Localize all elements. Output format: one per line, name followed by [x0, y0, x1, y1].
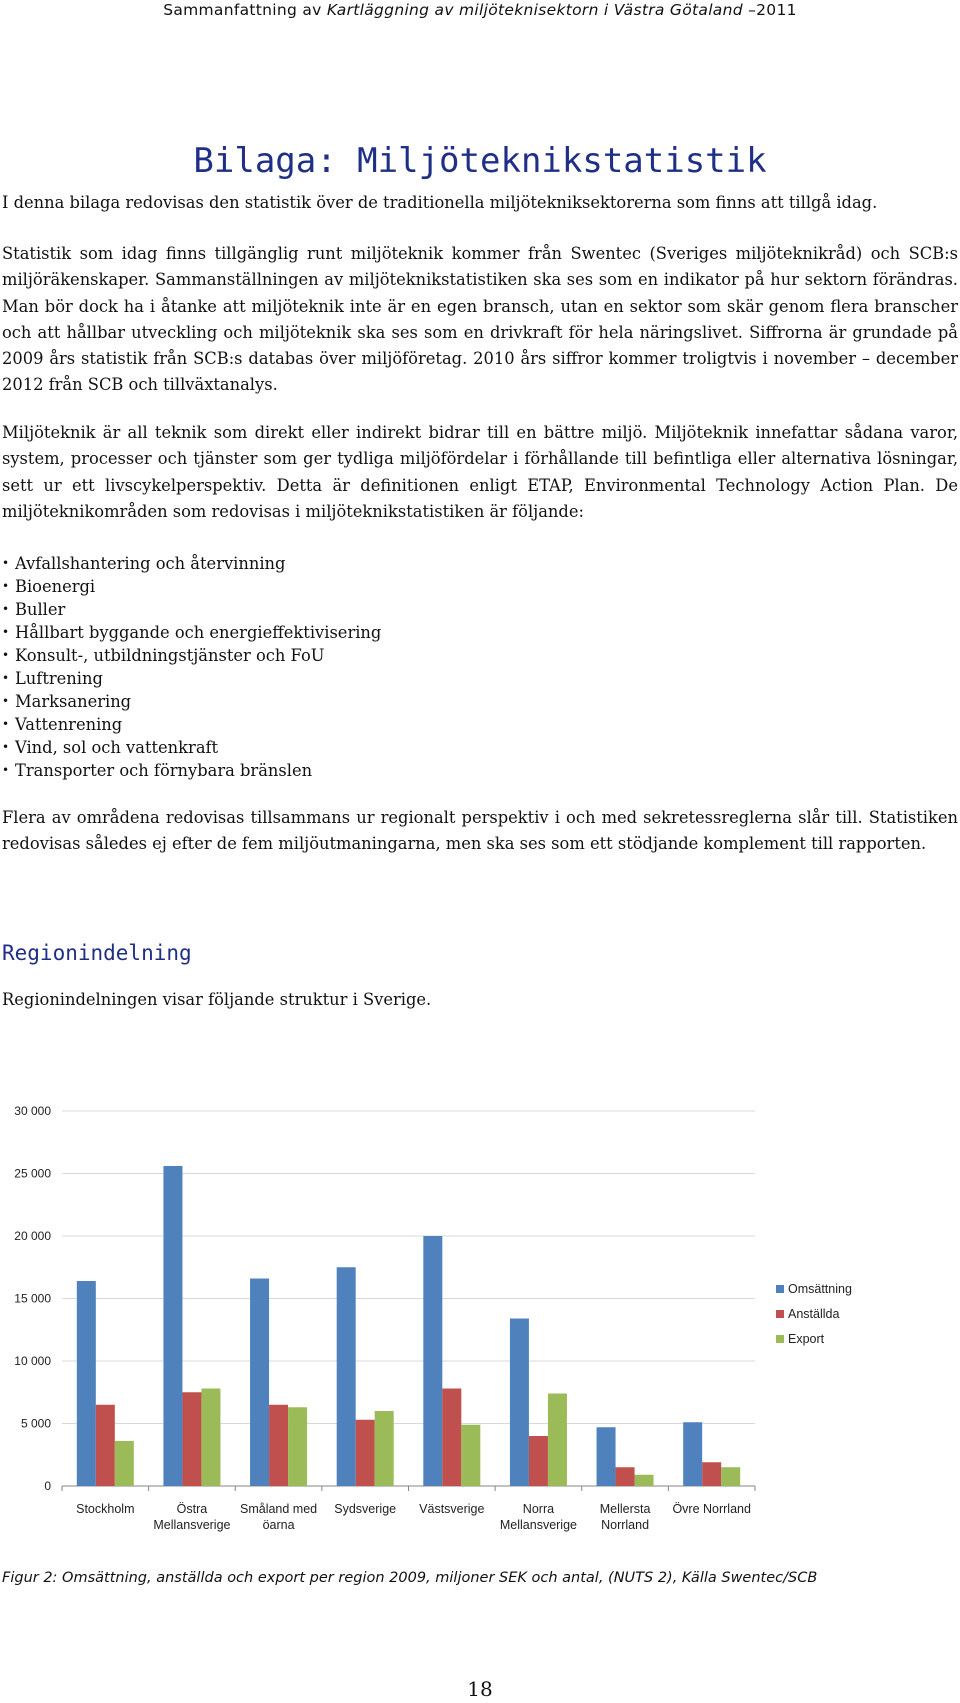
x-tick-label: öarna [262, 1518, 295, 1532]
y-tick-label: 25 000 [14, 1166, 51, 1181]
bar-export [461, 1425, 480, 1486]
page-number: 18 [467, 1677, 493, 1701]
list-item [2, 621, 602, 644]
list-item [2, 690, 602, 713]
list-item [2, 713, 602, 736]
x-tick-label: Östra [176, 1502, 208, 1516]
list-item-label: Luftrening [15, 669, 103, 688]
list-item-label: Bioenergi [15, 577, 96, 596]
figure-caption: Figur 2: Omsättning, anställda och export per region 2009, miljoner SEK och antal, (NUTS 2), Källa Swentec/SCB [2, 1570, 818, 1586]
list-item-label: Avfallshantering och återvinning [15, 554, 286, 573]
bar-export [375, 1411, 394, 1486]
list-item-label: Vind, sol och vattenkraft [15, 738, 219, 757]
x-tick-label: Småland med [240, 1502, 318, 1516]
bar-export [721, 1467, 740, 1486]
x-tick-label: Stockholm [76, 1502, 135, 1516]
legend-label: Export [788, 1332, 825, 1346]
y-tick-label: 0 [44, 1479, 51, 1493]
bullet-icon: • [2, 625, 10, 639]
page-title: Bilaga: Miljöteknikstatistik [193, 141, 767, 181]
x-tick-label: Sydsverige [334, 1502, 397, 1516]
y-tick-label: 15 000 [14, 1291, 51, 1306]
bar-oms-ttning [163, 1166, 182, 1486]
bar-anst-llda [356, 1420, 375, 1486]
bullet-icon: • [2, 671, 10, 685]
x-tick-label: Mellansverige [499, 1518, 577, 1532]
bullet-icon: • [2, 694, 10, 708]
bar-oms-ttning [423, 1236, 442, 1486]
legend-swatch [776, 1285, 784, 1293]
running-header-title: Kartläggning av miljöteknisektorn i Västra Götaland [326, 1, 743, 19]
region-paragraph: Flera av områdena redovisas tillsammans ur regionalt perspektiv i och med sekretessreglerna slår till. Statistiken redovisas således ej efter de fem miljöutmaningarna, men ska ses som ett stödjande komplement till rapporten. [2, 808, 958, 854]
bar-export [635, 1475, 654, 1486]
list-item [2, 759, 602, 782]
bar-anst-llda [182, 1392, 201, 1486]
list-item [2, 736, 602, 759]
bar-export [115, 1441, 134, 1486]
bar-oms-ttning [683, 1422, 702, 1486]
list-item-label: Buller [15, 600, 66, 619]
x-tick-label: Mellersta [599, 1502, 651, 1516]
list-item [2, 552, 602, 575]
bar-anst-llda [702, 1462, 721, 1486]
y-tick-label: 20 000 [14, 1229, 51, 1243]
definition-paragraph: Miljöteknik är all teknik som direkt eller indirekt bidrar till en bättre miljö. Miljöteknik innefattar sådana varor, system, processer och tjänster som ger tydliga miljöfördelar i förhållande till befintliga eller alternativa lösningar, sett ur ett livscykelperspektiv. Detta är definitionen enligt ETAP, Environmental Technology Action Plan. De miljöteknikområden som redovisas i miljöteknikstatistiken är följande: [2, 423, 958, 521]
bullet-icon: • [2, 602, 10, 616]
x-tick-label: Västsverige [419, 1502, 485, 1516]
bar-anst-llda [96, 1405, 115, 1486]
y-tick-label: 5 000 [20, 1416, 51, 1431]
legend-label: Anställda [788, 1307, 840, 1321]
list-item [2, 598, 602, 621]
list-item [2, 575, 602, 598]
bar-anst-llda [529, 1436, 548, 1486]
bar-export [201, 1389, 220, 1487]
bullet-icon: • [2, 648, 10, 662]
running-header [0, 0, 960, 20]
bar-oms-ttning [510, 1319, 529, 1487]
bullet-icon: • [2, 556, 10, 570]
y-tick-label: 10 000 [14, 1354, 51, 1368]
list-item-label: Marksanering [15, 692, 132, 711]
section-heading: Regionindelning [2, 941, 192, 965]
bar-export [288, 1407, 307, 1486]
legend-label: Omsättning [788, 1282, 852, 1296]
y-tick-label: 30 000 [14, 1104, 51, 1118]
regional-bar-chart [0, 1090, 960, 1540]
bullet-icon: • [2, 579, 10, 593]
list-item [2, 644, 602, 667]
technology-area-list [2, 552, 602, 782]
bar-oms-ttning [250, 1279, 269, 1487]
list-item-label: Vattenrening [15, 715, 123, 734]
bullet-icon: • [2, 740, 10, 754]
bullet-icon: • [2, 763, 10, 777]
list-item-label: Hållbart byggande och energieffektivisering [15, 623, 382, 642]
list-item-label: Konsult-, utbildningstjänster och FoU [15, 646, 325, 665]
x-tick-label: Mellansverige [153, 1518, 231, 1532]
statistics-paragraph: Statistik som idag finns tillgänglig runt miljöteknik kommer från Swentec (Sveriges miljöteknikråd) och SCB:s miljöräkenskaper. Sammanställningen av miljöteknikstatistiken ska ses som en indikator på hur sektorn förändras. Man bör dock ha i åtanke att miljöteknik inte är en egen bransch, utan en sektor som skär genom flera branscher och att hållbar utveckling och miljöteknik ska ses som en drivkraft för hela näringslivet. Siffrorna är grundade på 2009 års statistik från SCB:s databas över miljöföretag. 2010 års siffror kommer troligtvis i november – december 2012 från SCB och tillväxtanalys. [2, 244, 958, 395]
list-item-label: Transporter och förnybara bränslen [15, 761, 313, 780]
x-tick-label: Övre Norrland [672, 1502, 751, 1516]
bar-anst-llda [442, 1389, 461, 1487]
x-tick-label: Norra [522, 1502, 555, 1516]
list-item [2, 667, 602, 690]
running-header-suffix: –2011 [742, 1, 797, 19]
bar-oms-ttning [77, 1281, 96, 1486]
bar-export [548, 1394, 567, 1487]
bar-oms-ttning [597, 1427, 616, 1486]
legend-swatch [776, 1310, 784, 1318]
bullet-icon: • [2, 717, 10, 731]
bar-anst-llda [616, 1467, 635, 1486]
intro-paragraph: I denna bilaga redovisas den statistik över de traditionella miljötekniksektorerna som finns att tillgå idag. [2, 193, 878, 212]
bar-anst-llda [269, 1405, 288, 1486]
legend-swatch [776, 1335, 784, 1343]
x-tick-label: Norrland [601, 1518, 650, 1532]
bar-oms-ttning [337, 1267, 356, 1486]
region-intro-paragraph: Regionindelningen visar följande struktur i Sverige. [2, 990, 432, 1009]
running-header-prefix: Sammanfattning av [163, 1, 327, 19]
